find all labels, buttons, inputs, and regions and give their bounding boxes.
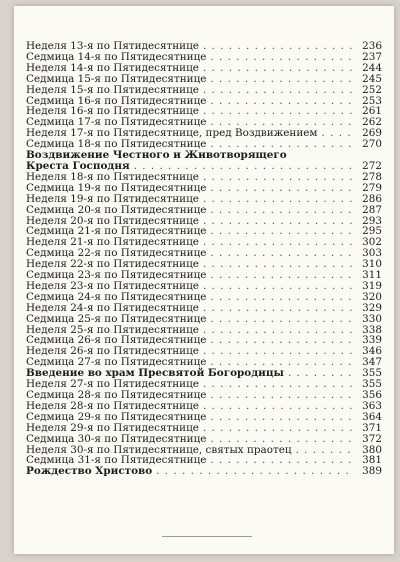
dot-leader — [210, 96, 354, 107]
dot-leader — [210, 226, 354, 237]
entry-title: Неделя 15-я по Пятидесятнице — [26, 83, 199, 96]
feast-title: Рождество Христово — [26, 465, 153, 478]
dot-leader — [210, 52, 354, 63]
page-number: 269 — [362, 127, 382, 140]
entry-title: Неделя 14-я по Пятидесятнице — [26, 61, 199, 74]
dot-leader — [203, 194, 354, 205]
entry-title: Неделя 25-я по Пятидесятнице — [26, 323, 199, 336]
entry-title: Неделя 20-я по Пятидесятнице — [26, 214, 199, 227]
toc-entry — [26, 314, 382, 325]
entry-title: Седмица 27-я по Пятидесятнице — [26, 356, 207, 369]
dot-leader — [210, 314, 354, 325]
entry-title: Неделя 27-я по Пятидесятнице — [26, 378, 199, 391]
dot-leader — [203, 172, 354, 183]
page-number: 320 — [362, 290, 382, 303]
entry-title: Неделя 28-я по Пятидесятнице — [26, 399, 199, 412]
entry-title: Седмица 30-я по Пятидесятнице — [26, 432, 207, 445]
page-number: 364 — [362, 410, 382, 423]
page-number: 302 — [362, 236, 382, 249]
feast-title-line-1: Воздвижение Честного и Животворящего — [26, 149, 287, 162]
entry-title: Седмица 20-я по Пятидесятнице — [26, 203, 207, 216]
table-of-contents — [26, 41, 382, 477]
entry-title: Неделя 29-я по Пятидесятнице — [26, 421, 199, 434]
toc-entry — [26, 423, 382, 434]
dot-leader — [203, 281, 354, 292]
entry-title: Неделя 16-я по Пятидесятнице — [26, 105, 199, 118]
page-number: 346 — [362, 345, 382, 358]
entry-title: Седмица 25-я по Пятидесятнице — [26, 312, 207, 325]
dot-leader — [203, 259, 354, 270]
dot-leader — [210, 455, 354, 466]
page-number: 372 — [362, 432, 382, 445]
page-number: 338 — [362, 323, 382, 336]
page-number: 303 — [362, 247, 382, 260]
page-number: 287 — [362, 203, 382, 216]
page-number: 236 — [362, 40, 382, 52]
entry-title: Неделя 19-я по Пятидесятнице — [26, 192, 199, 205]
page-number: 252 — [362, 83, 382, 96]
page-number: 363 — [362, 399, 382, 412]
page-number: 355 — [362, 367, 382, 380]
entry-title: Седмица 23-я по Пятидесятнице — [26, 269, 207, 282]
dot-leader — [210, 292, 354, 303]
page-number: 295 — [362, 225, 382, 238]
feast-title-line-2: Креста Господня — [26, 159, 130, 172]
dot-leader — [203, 106, 354, 117]
page-number: 272 — [362, 159, 382, 172]
feast-heading — [26, 466, 382, 477]
dot-leader — [203, 63, 354, 74]
page-number: 244 — [362, 61, 382, 74]
toc-entry — [26, 85, 382, 96]
page-number: 262 — [362, 116, 382, 129]
entry-title: Неделя 13-я по Пятидесятнице — [26, 40, 199, 52]
page-number: 347 — [362, 356, 382, 369]
entry-title: Неделя 26-я по Пятидесятнице — [26, 345, 199, 358]
dot-leader — [203, 423, 354, 434]
dot-leader — [288, 368, 354, 379]
page-number: 293 — [362, 214, 382, 227]
dot-leader — [296, 445, 354, 456]
dot-leader — [210, 248, 354, 259]
dot-leader — [203, 401, 354, 412]
entry-title: Седмица 17-я по Пятидесятнице — [26, 116, 207, 129]
dot-leader — [210, 412, 354, 423]
dot-leader — [210, 335, 354, 346]
entry-title: Седмица 21-я по Пятидесятнице — [26, 225, 207, 238]
dot-leader — [210, 434, 354, 445]
page-number: 329 — [362, 301, 382, 314]
toc-entry — [26, 434, 382, 445]
entry-title: Седмица 15-я по Пятидесятнице — [26, 72, 207, 85]
dot-leader — [322, 128, 355, 139]
bottom-rule — [162, 536, 252, 537]
dot-leader — [203, 85, 354, 96]
toc-entry — [26, 205, 382, 216]
dot-leader — [203, 379, 354, 390]
entry-title: Седмица 29-я по Пятидесятнице — [26, 410, 207, 423]
page-number: 310 — [362, 258, 382, 271]
entry-title: Неделя 18-я по Пятидесятнице — [26, 170, 199, 183]
page-number: 380 — [362, 443, 382, 456]
entry-title: Неделя 21-я по Пятидесятнице — [26, 236, 199, 249]
dot-leader — [203, 303, 354, 314]
entry-title: Седмица 16-я по Пятидесятнице — [26, 94, 207, 107]
page-number: 237 — [362, 50, 382, 63]
dot-leader — [210, 270, 354, 281]
page-number: 278 — [362, 170, 382, 183]
dot-leader — [156, 466, 354, 477]
page-number: 389 — [362, 465, 382, 478]
toc-entry — [26, 194, 382, 205]
page-number: 286 — [362, 192, 382, 205]
dot-leader — [203, 41, 354, 52]
entry-title: Седмица 22-я по Пятидесятнице — [26, 247, 207, 260]
page-number: 371 — [362, 421, 382, 434]
dot-leader — [210, 390, 354, 401]
page-number: 279 — [362, 181, 382, 194]
page-number: 319 — [362, 279, 382, 292]
page-number: 355 — [362, 378, 382, 391]
entry-title: Седмица 14-я по Пятидесятнице — [26, 50, 207, 63]
page-number: 339 — [362, 334, 382, 347]
dot-leader — [210, 183, 354, 194]
dot-leader — [203, 237, 354, 248]
page-number: 245 — [362, 72, 382, 85]
page-number: 261 — [362, 105, 382, 118]
dot-leader — [203, 216, 354, 227]
page-number: 253 — [362, 94, 382, 107]
dot-leader — [210, 205, 354, 216]
entry-title: Неделя 30-я по Пятидесятнице, святых праотец — [26, 443, 292, 456]
toc-entry — [26, 74, 382, 85]
dot-leader — [203, 325, 354, 336]
page-number: 270 — [362, 138, 382, 151]
page-number: 356 — [362, 389, 382, 401]
entry-title: Седмица 28-я по Пятидесятнице — [26, 389, 207, 401]
entry-title: Седмица 18-я по Пятидесятнице — [26, 138, 207, 151]
page-number: 381 — [362, 454, 382, 467]
entry-title: Седмица 26-я по Пятидесятнице — [26, 334, 207, 347]
dot-leader — [210, 74, 354, 85]
dot-leader — [203, 346, 354, 357]
entry-title: Седмица 24-я по Пятидесятнице — [26, 290, 207, 303]
entry-title: Неделя 23-я по Пятидесятнице — [26, 279, 199, 292]
book-page — [14, 6, 394, 554]
entry-title: Седмица 19-я по Пятидесятнице — [26, 181, 207, 194]
entry-title: Неделя 17-я по Пятидесятнице, пред Воздвижением — [26, 127, 318, 140]
entry-title: Неделя 24-я по Пятидесятнице — [26, 301, 199, 314]
page-number: 311 — [362, 269, 382, 282]
entry-title: Неделя 22-я по Пятидесятнице — [26, 258, 199, 271]
page-number: 330 — [362, 312, 382, 325]
entry-title: Седмица 31-я по Пятидесятнице — [26, 454, 207, 467]
feast-title: Введение во храм Пресвятой Богородицы — [26, 367, 284, 380]
